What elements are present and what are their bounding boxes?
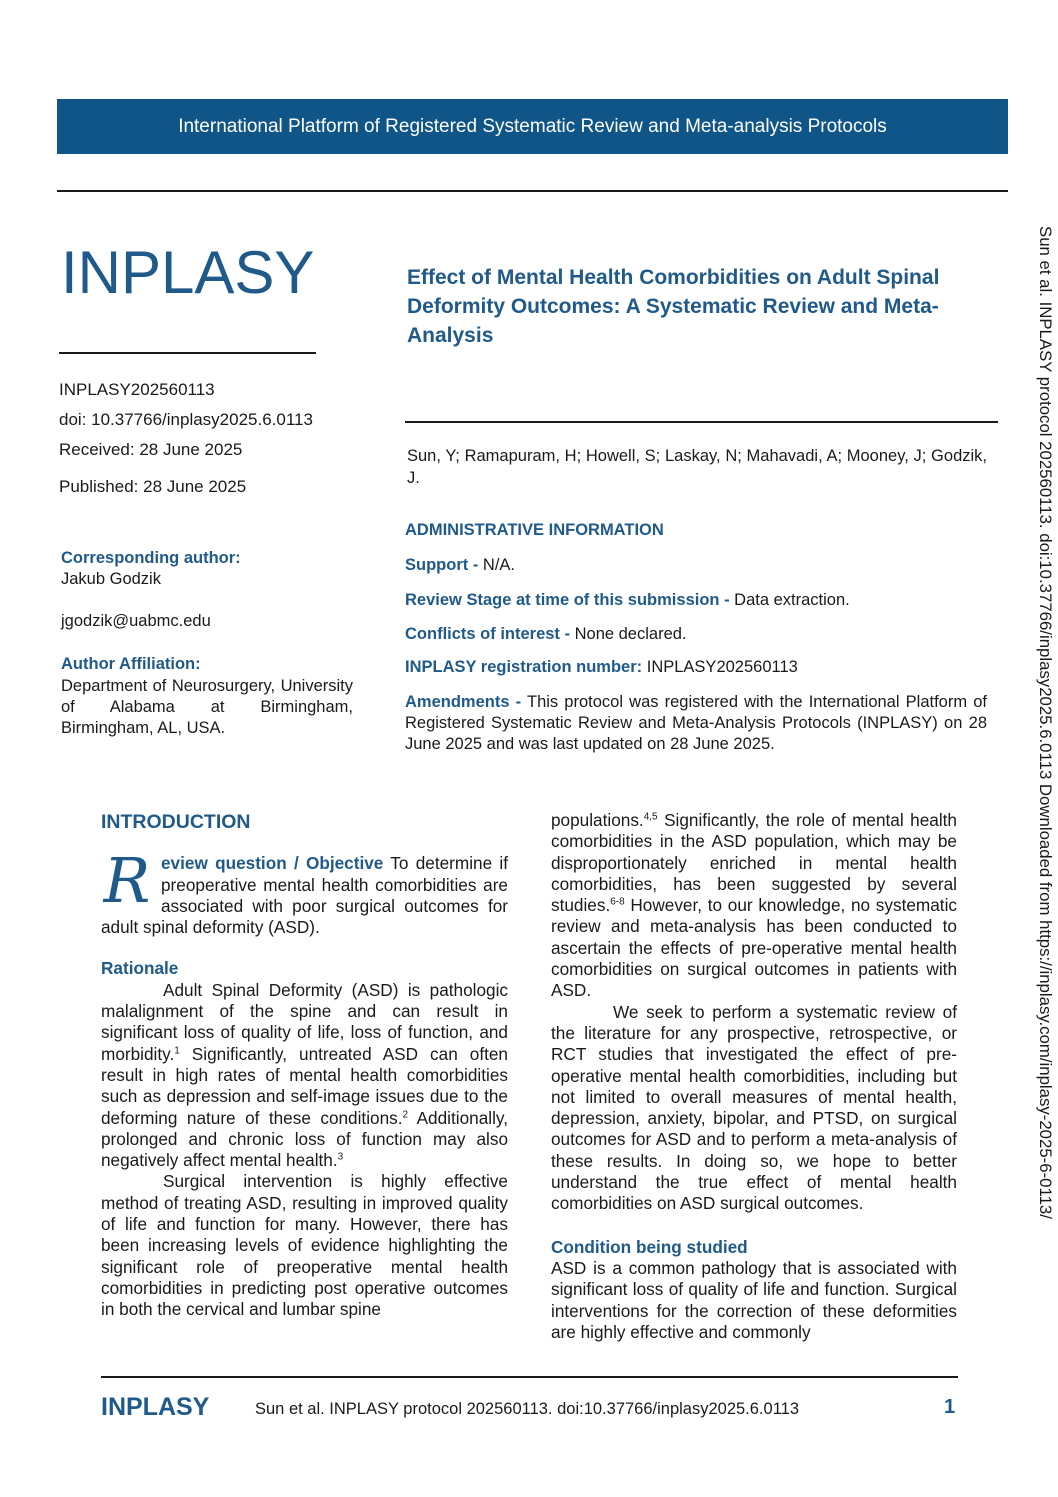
review-stage-line (405, 590, 987, 611)
corresponding-author-heading: Corresponding author: (61, 549, 241, 567)
title-rule (405, 421, 998, 423)
amendments-label: Amendments - (405, 693, 522, 711)
rationale-cont-a: populations. (551, 810, 644, 830)
doi[interactable]: doi: 10.37766/inplasy2025.6.0113 (59, 410, 313, 429)
rationale-text-c: Additionally, prolonged and chronic loss of function may also negatively affect mental health. (101, 1107, 508, 1171)
citation-superscript: 1 (174, 1044, 180, 1056)
page-number: 1 (944, 1396, 956, 1418)
rationale-paragraph-3: We seek to perform a systematic review of the literature for any prospective, retrospective, or RCT studies that investigated the effect of pre-operative mental health comorbidities, including but not limited to overall measures of mental health, depression, anxiety, bipolar, and PTSD, on surgical outcomes for ASD and to perform a meta-analysis of these results. In doing so, we hope to better understand the true effect of mental health comorbidities on ASD surgical outcomes. (551, 1001, 957, 1214)
registration-number-value: INPLASY202560113 (642, 658, 798, 676)
received-date: Received: 28 June 2025 (59, 440, 243, 459)
citation-superscript: 4,5 (643, 811, 658, 823)
rationale-cont-b: Significantly, the role of mental health comorbidities in the ASD population, which may be disproportionately enriched in mental health comorbidities, has been suggested by several studies. (551, 810, 957, 916)
review-stage-value: Data extraction. (729, 591, 850, 609)
rationale-heading: Rationale (101, 958, 179, 979)
footer-rule (101, 1376, 958, 1378)
registration-id: INPLASY202560113 (59, 380, 215, 399)
condition-paragraph: ASD is a common pathology that is associated with significant loss of quality of life and function. Surgical interventions for the correction of these deformities are highly effective and commonly (551, 1257, 957, 1342)
body-column-right (551, 810, 957, 1343)
corresponding-author-name: Jakub Godzik (61, 570, 161, 588)
registration-number-label: INPLASY registration number: (405, 658, 643, 676)
support-value: N/A. (478, 556, 516, 574)
drop-cap: R (103, 844, 151, 918)
side-citation[interactable] (1035, 226, 1057, 1306)
brand-rule (59, 352, 316, 354)
rationale-paragraph-1 (101, 980, 508, 1172)
affiliation-text: Department of Neurosurgery, University of Alabama at Birmingham, Birmingham, AL, USA. (61, 677, 353, 737)
review-question-label: eview question / Objective (161, 853, 384, 874)
registration-number-line (405, 657, 987, 678)
paper-title: Effect of Mental Health Comorbidities on Adult Spinal Deformity Outcomes: A Systematic Review and Meta-Analysis (407, 266, 940, 347)
conflicts-value: None declared. (570, 625, 687, 643)
corresponding-author-email[interactable]: jgodzik@uabmc.edu (61, 612, 211, 630)
support-label: Support - (405, 556, 479, 574)
affiliation-heading: Author Affiliation: (61, 655, 201, 673)
author-list: Sun, Y; Ramapuram, H; Howell, S; Laskay, N; Mahavadi, A; Mooney, J; Godzik, J. (407, 447, 987, 487)
rationale-paragraph-2-continued (551, 810, 957, 1002)
header-banner (57, 99, 1008, 154)
amendments-value: This protocol was registered with the International Platform of Registered Systematic Review and Meta-Analysis Protocols (INPLASY) on 28 June 2025 and was last updated on 28 June 2025. (405, 693, 987, 753)
rationale-paragraph-2: Surgical intervention is highly effective method of treating ASD, resulting in improved quality of life and function for many. However, there has been increasing levels of evidence highlighting the significant role of preoperative mental health comorbidities in predicting post operative outcomes in both the cervical and lumbar spine (101, 1171, 508, 1320)
published-date: Published: 28 June 2025 (59, 477, 247, 496)
banner-text: International Platform of Registered Systematic Review and Meta-analysis Protocols (178, 115, 887, 137)
review-question-text: To determine if preoperative mental health comorbidities are associated with poor surgical outcomes for adult spinal deformity (ASD). (101, 853, 508, 938)
citation-superscript: 2 (402, 1108, 409, 1120)
citation-superscript: 6-8 (610, 896, 625, 908)
rationale-cont-c: However, to our knowledge, no systematic review and meta-analysis has been conducted to ascertain the effects of pre-operative mental health comorbidities on surgical outcomes in patients with ASD. (551, 895, 957, 1001)
citation-superscript: 3 (337, 1151, 344, 1163)
rationale-text-a: Adult Spinal Deformity (ASD) is pathologic malalignment of the spine and can result in significant loss of quality of life, loss of function, and morbidity. (101, 979, 508, 1064)
condition-heading: Condition being studied (551, 1236, 748, 1257)
journal-brand: INPLASY (61, 239, 315, 306)
header-rule (57, 190, 1008, 192)
review-question-paragraph (101, 844, 508, 938)
review-stage-label: Review Stage at time of this submission - (405, 591, 730, 609)
support-line (405, 555, 987, 576)
footer-brand: INPLASY (101, 1393, 210, 1421)
rationale-text-b: Significantly, untreated ASD can often result in high rates of mental health comorbidities such as depression and self-image issues due to the deforming nature of these conditions. (101, 1043, 508, 1128)
conflicts-label: Conflicts of interest - (405, 625, 571, 643)
side-citation-text: Sun et al. INPLASY protocol 202560113. doi:10.37766/inplasy2025.6.0113 Downloaded from https://inplasy.com/inplasy-2025-6-0113/ (1036, 226, 1055, 1219)
amendments-line (405, 692, 987, 755)
admin-heading: ADMINISTRATIVE INFORMATION (405, 521, 664, 539)
introduction-heading: INTRODUCTION (101, 811, 251, 833)
footer-citation: Sun et al. INPLASY protocol 202560113. doi:10.37766/inplasy2025.6.0113 (255, 1400, 800, 1418)
conflicts-line (405, 624, 987, 645)
body-column-left (101, 812, 508, 1321)
